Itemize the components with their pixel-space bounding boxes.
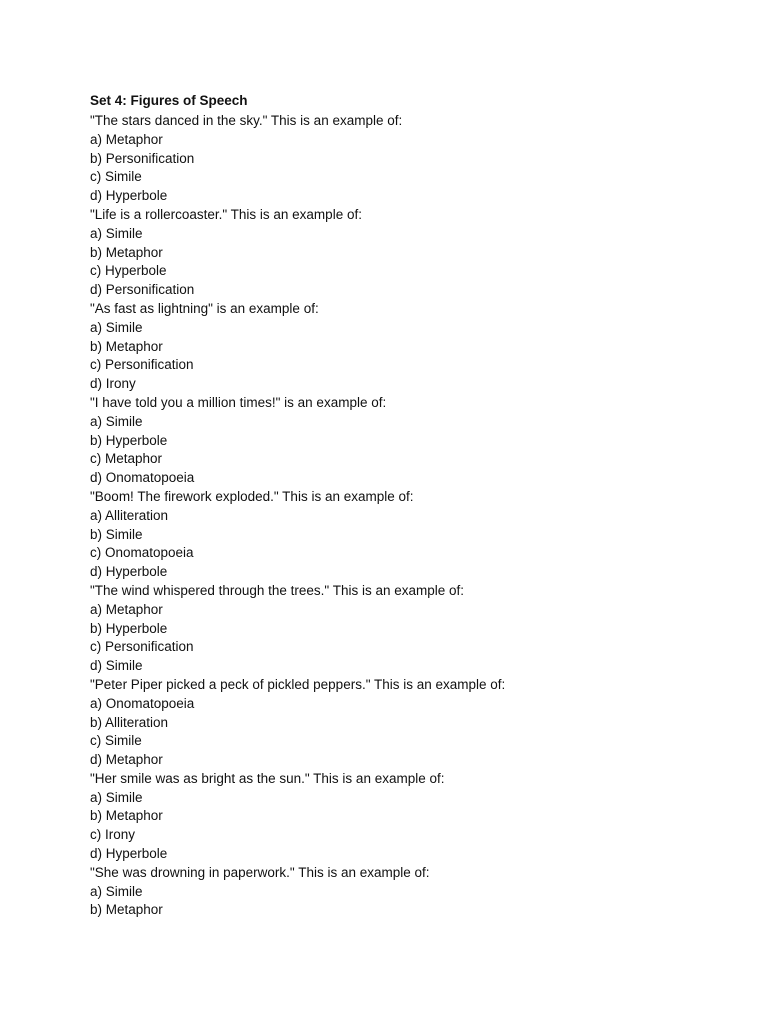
question-prompt: "Her smile was as bright as the sun." This is an example of: — [90, 770, 445, 786]
answer-option: a) Alliteration — [90, 507, 169, 523]
answer-option: a) Metaphor — [90, 131, 163, 147]
question-prompt: "I have told you a million times!" is an example of: — [90, 394, 387, 410]
answer-option: d) Personification — [90, 282, 195, 298]
answer-option: d) Irony — [90, 376, 136, 392]
answer-option: d) Metaphor — [90, 752, 163, 768]
question-prompt: "Boom! The firework exploded." This is an example of: — [90, 488, 414, 504]
answer-option: b) Metaphor — [90, 338, 163, 354]
answer-option: a) Simile — [90, 883, 143, 899]
answer-option: d) Hyperbole — [90, 846, 168, 862]
question-prompt: "The stars danced in the sky." This is an example of: — [90, 113, 403, 128]
answer-option: c) Personification — [90, 639, 194, 655]
answer-option: d) Simile — [90, 658, 143, 674]
answer-option: b) Metaphor — [90, 808, 163, 824]
answer-option: c) Hyperbole — [90, 263, 167, 279]
question-block — [90, 582, 730, 676]
answer-option: a) Simile — [90, 413, 143, 429]
answer-option: c) Irony — [90, 827, 136, 843]
question-block — [90, 770, 730, 864]
question-prompt: "Peter Piper picked a peck of pickled peppers." This is an example of: — [90, 676, 506, 692]
question-prompt: "Life is a rollercoaster." This is an example of: — [90, 206, 362, 222]
answer-option: b) Personification — [90, 150, 195, 166]
answer-option: d) Hyperbole — [90, 564, 168, 580]
question-block — [90, 206, 730, 300]
answer-option: c) Metaphor — [90, 451, 163, 467]
answer-option: b) Hyperbole — [90, 432, 168, 448]
answer-option: d) Hyperbole — [90, 188, 168, 204]
answer-option: d) Onomatopoeia — [90, 470, 195, 486]
document-page — [90, 92, 730, 920]
answer-option: b) Metaphor — [90, 244, 163, 260]
question-block — [90, 112, 730, 206]
answer-option: a) Simile — [90, 225, 143, 241]
question-block — [90, 488, 730, 582]
answer-option: b) Alliteration — [90, 714, 169, 730]
question-block — [90, 864, 730, 920]
answer-option: a) Onomatopoeia — [90, 695, 195, 711]
answer-option: c) Onomatopoeia — [90, 545, 194, 561]
question-prompt: "She was drowning in paperwork." This is an example of: — [90, 864, 430, 880]
answer-option: a) Simile — [90, 789, 143, 805]
question-block — [90, 394, 730, 488]
answer-option: c) Personification — [90, 357, 194, 373]
answer-option: c) Simile — [90, 733, 142, 749]
question-prompt: "The wind whispered through the trees." This is an example of: — [90, 582, 465, 598]
answer-option: c) Simile — [90, 169, 142, 185]
answer-option: b) Hyperbole — [90, 620, 168, 636]
answer-option: b) Metaphor — [90, 902, 163, 918]
answer-option: a) Simile — [90, 319, 143, 335]
question-prompt: "As fast as lightning" is an example of: — [90, 300, 319, 316]
answer-option: a) Metaphor — [90, 601, 163, 617]
question-block — [90, 676, 730, 770]
set-title: Set 4: Figures of Speech — [90, 93, 248, 108]
question-block — [90, 300, 730, 394]
answer-option: b) Simile — [90, 526, 143, 542]
